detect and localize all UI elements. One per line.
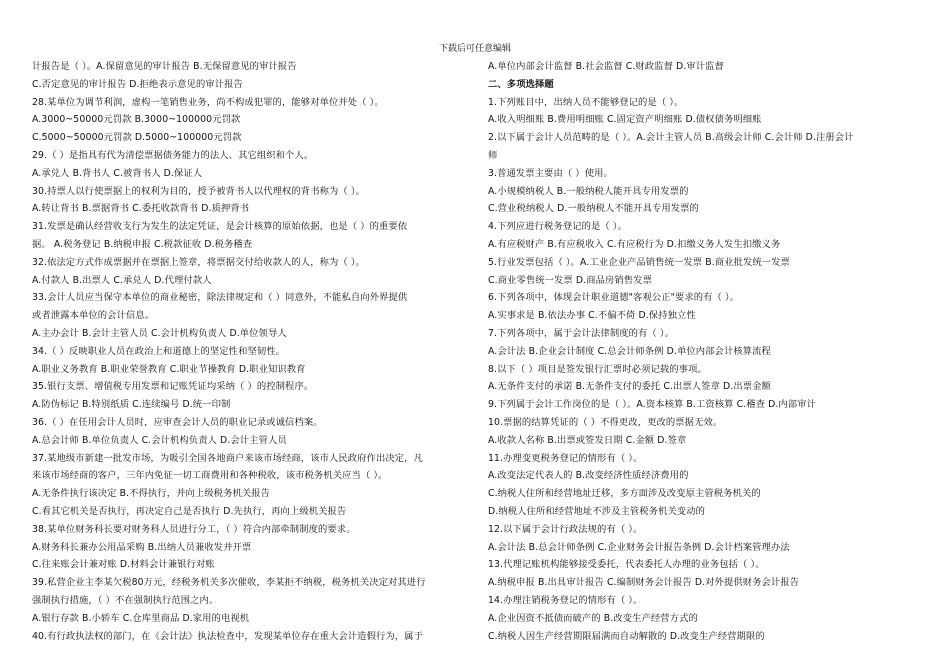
text-line: A.改变法定代表人的 B.改变经济性质经济费用的 xyxy=(488,470,689,482)
text-line: 或者泄露本单位的会计信息。 xyxy=(32,310,155,322)
text-line: 计报告是（ ）。A.保留意见的审计报告 B.无保留意见的审计报告 xyxy=(32,61,297,72)
text-line: C.纳税人住所和经营地址迁移，多方面涉及改变原主管税务机关的 xyxy=(488,488,761,500)
text-line: C.否定意见的审计报告 D.拒绝表示意见的审计报告 xyxy=(32,78,243,90)
text-line: C.5000~50000元罚款 D.5000~100000元罚款 xyxy=(32,132,242,144)
text-line: 31.发票是确认经营收支行为发生的法定凭证，是会计核算的原始依据，也是（ ）的重要依 xyxy=(32,221,408,233)
text-line: 10.票据的结算凭证的（ ）不得更改，更改的票据无效。 xyxy=(488,416,723,428)
text-line: 8.以下（ ）项目是签发银行汇票时必须记载的事项。 xyxy=(488,363,707,375)
text-line: C.纳税人因生产经营期限届满而自动解散的 D.改变生产经营期限的 xyxy=(488,630,765,642)
text-line: A.职业义务教育 B.职业荣誉教育 C.职业节操教育 D.职业知识教育 xyxy=(32,363,306,375)
text-line: 29.（ ）是指具有代为清偿票据债务能力的法人、其它组织和个人。 xyxy=(32,149,314,161)
page-header: 下载后可任意编辑 xyxy=(438,44,511,54)
text-line: 35.银行支票、增值税专用发票和记账凭证均采纳（ ）的控制程序。 xyxy=(32,381,314,393)
left-column xyxy=(32,58,464,666)
text-line: 34.（ ）反映职业人员在政治上和道德上的坚定性和坚韧性。 xyxy=(32,345,286,357)
text-line: 14.办理注销税务登记的情形有（ ）。 xyxy=(488,594,643,606)
text-line: A.收款人名称 B.出票或签发日期 C.金额 D.签章 xyxy=(488,434,687,446)
text-line: 1.下列账目中，出纳人员不能够登记的是（ ）。 xyxy=(488,96,684,108)
text-line: 33.会计人员应当保守本单位的商业秘密，除法律规定和（ ）同意外，不能私自向外界提供 xyxy=(32,292,408,304)
text-line: A.3000~50000元罚款 B.3000~100000元罚款 xyxy=(32,114,241,126)
text-line: 39.私营企业主李某欠税80万元，经税务机关多次催收，李某拒不纳税，税务机关决定对其进行 xyxy=(32,577,426,589)
text-line: 3.普通发票主要由（ ）使用。 xyxy=(488,167,613,179)
text-line: A.收入明细账 B.费用明细账 C.固定资产明细账 D.债权债务明细账 xyxy=(488,114,762,126)
text-line: A.付款人 B.出票人 C.承兑人 D.代理付款人 xyxy=(32,274,212,286)
text-line: A.有应税财产 B.有应税收入 C.有应税行为 D.扣缴义务人发生扣缴义务 xyxy=(488,238,781,250)
text-line: A.实事求是 B.依法办事 C.不偏不倚 D.保持独立性 xyxy=(488,310,696,322)
text-line: A.财务科长兼办公用品采购 B.出纳人员兼收发并开票 xyxy=(32,541,252,553)
text-line: 38.某单位财务科长要对财务科人员进行分工，（ ）符合内部牵制制度的要求。 xyxy=(32,523,356,535)
text-line: 12.以下属于会计行政法规的有（ ）。 xyxy=(488,523,643,535)
text-line: A.转让背书 B.票据背书 C.委托收款背书 D.质押背书 xyxy=(32,203,250,215)
text-line: 9.下列属于会计工作岗位的是（ ）。A.资本核算 B.工资核算 C.稽查 D.内部审计 xyxy=(488,399,816,411)
text-line: 7.下列各项中，属于会计法律制度的有（ ）。 xyxy=(488,327,675,339)
text-line: A.主办会计 B.会计主管人员 C.会计机构负责人 D.单位领导人 xyxy=(32,327,287,339)
text-line: A.纳税申报 B.出具审计报告 C.编制财务会计报告 D.对外提供财务会计报告 xyxy=(488,577,800,589)
text-line: 30.持票人以行使票据上的权利为目的，授予被背书人以代理权的背书称为（ ）。 xyxy=(32,185,365,197)
text-line: 2.以下属于会计人员范畴的是（ ）。A.会计主管人员 B.高级会计师 C.会计师 D.注册会计 xyxy=(488,132,854,144)
text-line: 强制执行措施，（ ）不在强制执行范围之内。 xyxy=(32,594,219,606)
text-line: A.承兑人 B.背书人 C.被背书人 D.保证人 xyxy=(32,167,203,179)
text-line: C.往来账会计兼对账 D.材料会计兼银行对账 xyxy=(32,559,215,571)
text-line: C.营业税纳税人 D.一般纳税人不能开具专用发票的 xyxy=(488,203,699,215)
text-line: 5.行业发票包括（ ）。A.工业企业产品销售统一发票 B.商业批发统一发票 xyxy=(488,256,790,268)
text-line: 6.下列各项中，体现会计职业道德"客观公正"要求的有（ ）。 xyxy=(488,292,740,304)
text-line: 来该市场经商的客户，三年内免征一切工商费用和各种税收，该市税务机关应当（ ）。 xyxy=(32,470,388,482)
text-line: A.会计法 B.总会计师条例 C.企业财务会计报告条例 D.会计档案管理办法 xyxy=(488,541,790,553)
text-line: 36.（ ）在任用会计人员时，应审查会计人员的职业记录或诚信档案。 xyxy=(32,416,323,428)
text-line: D.纳税人住所和经营地址不涉及主管税务机关变动的 xyxy=(488,505,706,517)
text-line: A.企业因资不抵债而破产的 B.改变生产经营方式的 xyxy=(488,612,698,624)
text-line: 4.下列应进行税务登记的是（ ）。 xyxy=(488,221,628,233)
text-line: A.总会计师 B.单位负责人 C.会计机构负责人 D.会计主管人员 xyxy=(32,434,287,446)
text-line: A.无条件支付的承诺 B.无条件支付的委托 C.出票人签章 D.出票金额 xyxy=(488,381,771,393)
text-line: 32.依法定方式作成票据并在票据上签章，将票据交付给收款人的人，称为（ ）。 xyxy=(32,256,365,268)
text-line: A.银行存款 B.小轿车 C.仓库里商品 D.家用的电视机 xyxy=(32,612,250,624)
text-line: C.商业零售统一发票 D.商品房销售发票 xyxy=(488,274,652,286)
text-line: 13.代理记账机构能够接受委托，代表委托人办理的业务包括（ ）。 xyxy=(488,559,765,571)
text-line: 28.某单位为调节利润，虚构一笔销售业务，尚不构成犯罪的，能够对单位并处（ ）。 xyxy=(32,96,384,108)
text-line: 师 xyxy=(488,149,498,161)
text-line: A.小规模纳税人 B.一般纳税人能开具专用发票的 xyxy=(488,185,689,197)
text-line: C.看其它机关是否执行，再决定自己是否执行 D.先执行，再向上级机关报告 xyxy=(32,505,347,517)
text-line: 11.办理变更税务登记的情形有（ ）。 xyxy=(488,452,643,464)
text-line: 37.某地级市新建一批发市场，为吸引全国各地商户来该市场经商，该市人民政府作出决定，凡 xyxy=(32,452,423,464)
text-line: A.会计法 B.企业会计制度 C.总会计师条例 D.单位内部会计核算流程 xyxy=(488,345,771,357)
text-line: A.防伪标记 B.特别纸质 C.连续编号 D.统一印制 xyxy=(32,399,231,411)
text-line: 40.有行政执法权的部门，在《会计法》执法检查中，发现某单位存在重大会计造假行为，属于 xyxy=(32,630,423,642)
text-line: A.无条件执行该决定 B.不得执行，并向上级税务机关报告 xyxy=(32,488,271,500)
text-line: A.单位内部会计监督 B.社会监督 C.财政监督 D.审计监督 xyxy=(488,61,724,72)
text-line: 据。 A.税务登记 B.纳税申报 C.税款征收 D.税务稽查 xyxy=(32,238,253,250)
section-heading: 二、多项选择题 xyxy=(488,78,554,90)
right-column xyxy=(488,58,928,666)
